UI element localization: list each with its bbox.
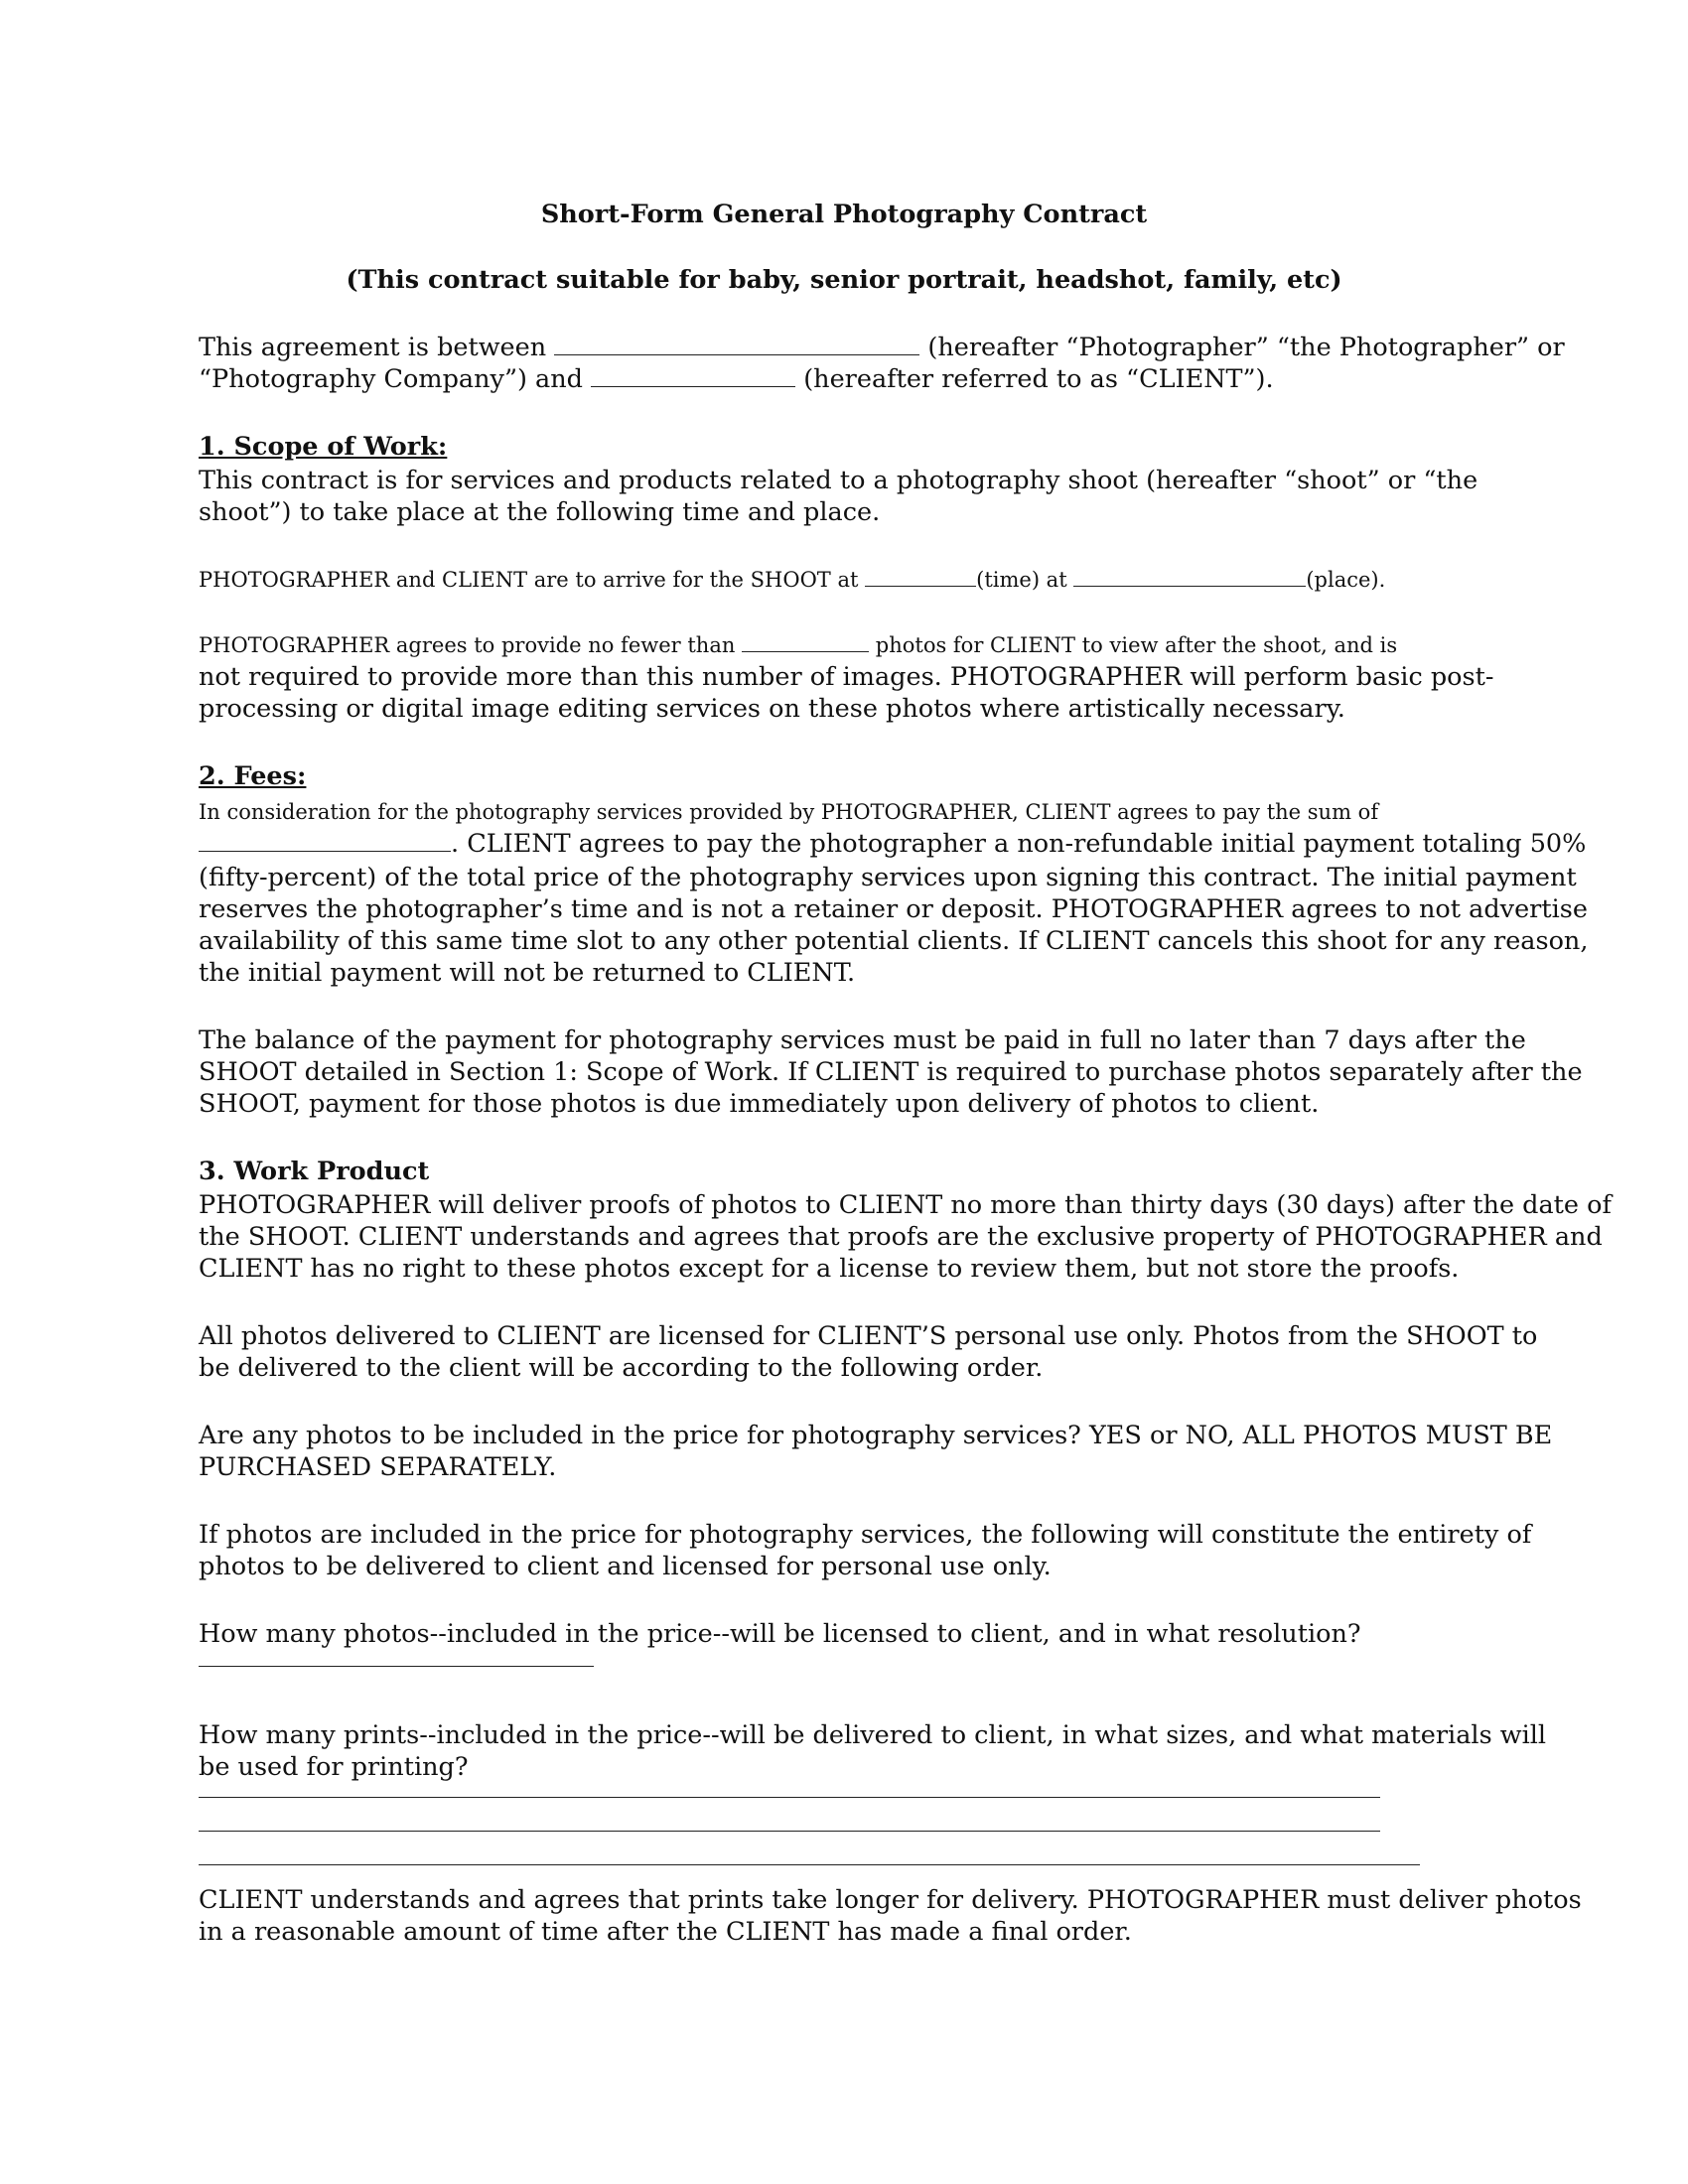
paragraph-line: This contract is for services and products related to a photography shoot (hereafter “shoot” or “the [199, 466, 1478, 495]
intro-text: (hereafter “Photographer” “the Photographer” or [927, 333, 1565, 362]
photo-count-blank[interactable] [742, 651, 869, 652]
paragraph-line: not required to provide more than this number of images. PHOTOGRAPHER will perform basic post- [199, 662, 1494, 692]
page-subtitle: (This contract suitable for baby, senior portrait, headshot, family, etc) [346, 265, 1342, 295]
paragraph-line: be delivered to the client will be according to the following order. [199, 1353, 1044, 1383]
fee-line [199, 828, 1586, 860]
paragraph-line: processing or digital image editing services on these photos where artistically necessary. [199, 694, 1345, 724]
question-prints: How many prints--included in the price--will be delivered to client, in what sizes, and what materials will [199, 1720, 1547, 1750]
intro-text: (hereafter referred to as “CLIENT”). [803, 364, 1274, 394]
paragraph-line: SHOOT detailed in Section 1: Scope of Work. If CLIENT is required to purchase photos separately after the [199, 1057, 1583, 1087]
fee-text: . CLIENT agrees to pay the photographer a non-refundable initial payment totaling 50% [451, 829, 1587, 859]
question-photos: How many photos--included in the price--will be licensed to client, and in what resolution? [199, 1619, 1361, 1649]
paragraph-line: the SHOOT. CLIENT understands and agrees that proofs are the exclusive property of PHOTOGRAPHER and [199, 1222, 1603, 1252]
paragraph-line: If photos are included in the price for photography services, the following will constitute the entirety of [199, 1520, 1532, 1550]
paragraph-line: PHOTOGRAPHER will deliver proofs of photos to CLIENT no more than thirty days (30 days) after the date of [199, 1190, 1612, 1220]
paragraph-line: SHOOT, payment for those photos is due immediately upon delivery of photos to client. [199, 1089, 1320, 1119]
arrival-text: PHOTOGRAPHER and CLIENT are to arrive for the SHOOT at [199, 568, 859, 592]
paragraph-line: (fifty-percent) of the total price of the photography services upon signing this contract. The initial payment [199, 863, 1577, 892]
paragraph-line: Are any photos to be included in the price for photography services? YES or NO, ALL PHOTOS MUST BE [199, 1421, 1553, 1450]
time-blank[interactable] [865, 586, 976, 587]
client-name-blank[interactable] [591, 386, 795, 387]
photos-text: PHOTOGRAPHER agrees to provide no fewer than [199, 633, 736, 657]
paragraph-line: in a reasonable amount of time after the CLIENT has made a final order. [199, 1917, 1132, 1947]
paragraph-line: All photos delivered to CLIENT are licensed for CLIENT’S personal use only. Photos from the SHOOT to [199, 1321, 1538, 1351]
section-1-heading: 1. Scope of Work: [199, 432, 448, 462]
paragraph-line: CLIENT has no right to these photos except for a license to review them, but not store the proofs. [199, 1254, 1460, 1284]
prints-answer-line[interactable] [199, 1797, 1380, 1798]
page-title: Short-Form General Photography Contract [540, 200, 1148, 229]
section-3-heading: 3. Work Product [199, 1157, 430, 1186]
place-blank[interactable] [1073, 586, 1306, 587]
paragraph-line: reserves the photographer’s time and is not a retainer or deposit. PHOTOGRAPHER agrees to not advertise [199, 894, 1588, 924]
photos-text: photos for CLIENT to view after the shoot, and is [875, 633, 1398, 657]
photographer-name-blank[interactable] [554, 354, 919, 355]
arrival-text: (time) at [976, 568, 1067, 592]
paragraph-line: The balance of the payment for photography services must be paid in full no later than 7 days after the [199, 1025, 1526, 1055]
paragraph-line: shoot”) to take place at the following time and place. [199, 497, 881, 527]
intro-text: This agreement is between [199, 333, 547, 362]
photos-count-line [199, 629, 1397, 661]
intro-line-1 [199, 332, 1565, 363]
paragraph-line: CLIENT understands and agrees that prints take longer for delivery. PHOTOGRAPHER must deliver photos [199, 1885, 1582, 1915]
section-2-heading: 2. Fees: [199, 761, 307, 791]
paragraph-line: photos to be delivered to client and licensed for personal use only. [199, 1552, 1052, 1581]
intro-text: “Photography Company”) and [199, 364, 583, 394]
paragraph-line: availability of this same time slot to any other potential clients. If CLIENT cancels this shoot for any reason, [199, 926, 1589, 956]
paragraph-line: PURCHASED SEPARATELY. [199, 1452, 557, 1482]
question-prints: be used for printing? [199, 1752, 469, 1782]
paragraph-line: In consideration for the photography services provided by PHOTOGRAPHER, CLIENT agrees to pay the sum of [199, 800, 1379, 824]
prints-answer-line[interactable] [199, 1864, 1420, 1865]
fee-amount-blank[interactable] [199, 851, 451, 852]
photos-answer-line[interactable] [199, 1666, 594, 1667]
arrival-line [199, 564, 1385, 596]
intro-line-2 [199, 363, 1274, 395]
arrival-text: (place). [1306, 568, 1386, 592]
paragraph-line: the initial payment will not be returned to CLIENT. [199, 958, 856, 988]
prints-answer-line[interactable] [199, 1831, 1380, 1832]
